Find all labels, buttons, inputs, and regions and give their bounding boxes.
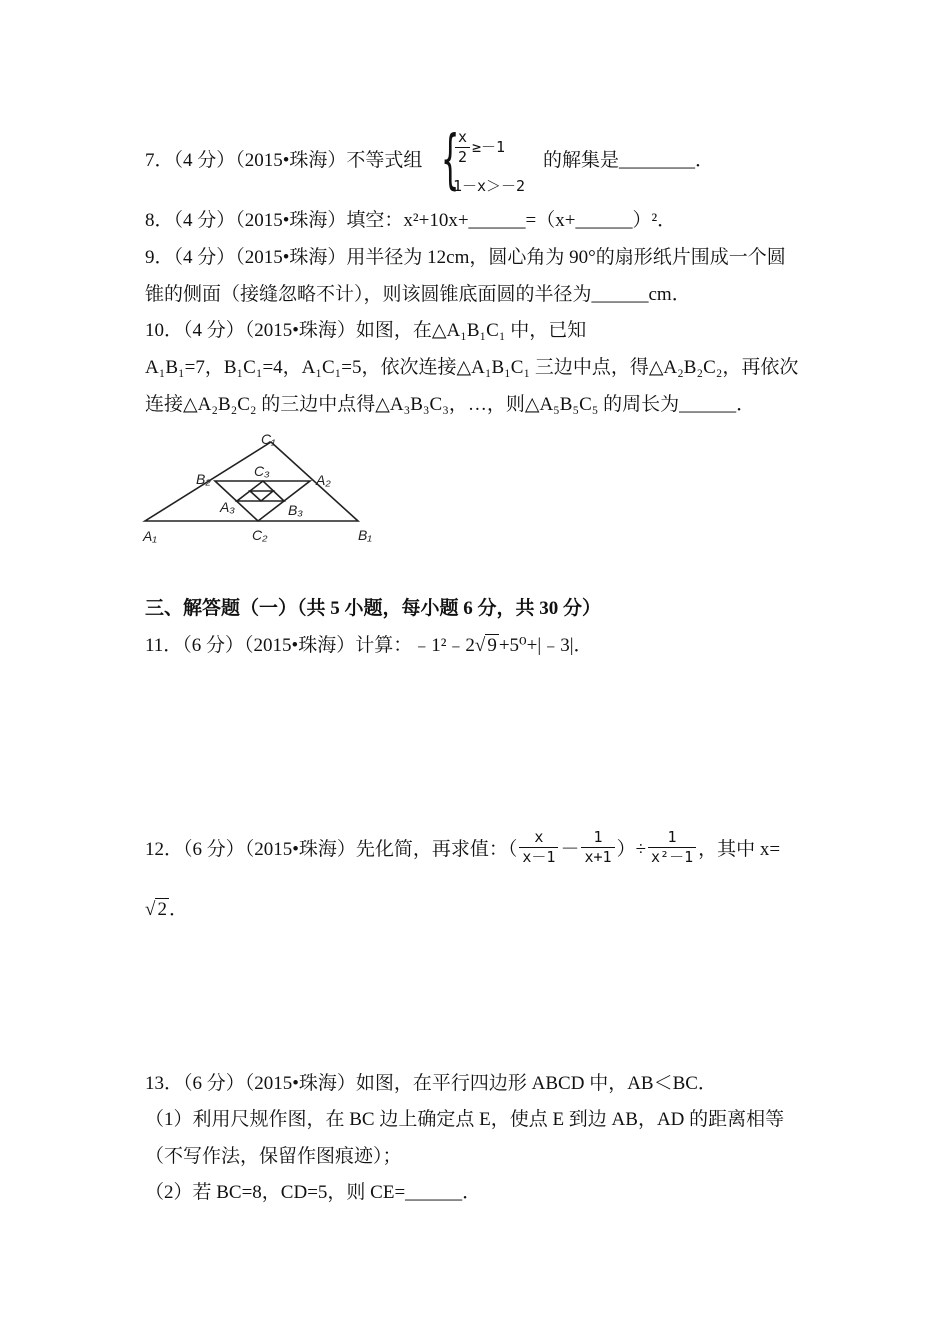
section-3-heading <box>145 597 601 621</box>
q11-sqrt: √ 9 <box>474 635 497 656</box>
q11-prefix: 11．（6 分）（2015•珠海）计算：﹣1²﹣2 <box>145 635 475 656</box>
q10-text-1: 10．（4 分）（2015•珠海）如图，在△A₁B₁C₁ 中，已知 <box>145 320 587 341</box>
q10-line-2 <box>145 356 798 380</box>
q7-inequality-2 <box>453 175 525 196</box>
q13-text-1: 13．（6 分）（2015•珠海）如图，在平行四边形 ABCD 中，AB＜BC． <box>145 1073 717 1094</box>
q7-suffix-line <box>543 149 714 173</box>
label-b1: B₁ <box>358 527 372 543</box>
q7-suffix: 的解集是________． <box>543 150 715 171</box>
q10-triangle-figure <box>140 432 380 547</box>
q9-text-1: 9．（4 分）（2015•珠海）用半径为 12cm，圆心角为 90°的扇形纸片围成一个圆 <box>145 247 786 268</box>
q13-line-2 <box>145 1108 784 1132</box>
label-b3: B₃ <box>288 502 303 518</box>
q10-text-3: 连接△A₂B₂C₂ 的三边中点得△A₃B₃C₃，…，则△A₅B₅C₅ 的周长为______． <box>145 394 756 415</box>
q10-line-1 <box>145 319 586 343</box>
q9-text-2: 锥的侧面（接缝忽略不计），则该圆锥底面圆的半径为______cm． <box>145 284 691 305</box>
q13-line-3 <box>145 1145 402 1169</box>
q7-inequality-1 <box>453 128 505 167</box>
label-a1: A₁ <box>143 528 157 544</box>
label-b2: B₂ <box>196 471 211 487</box>
q13-text-2: （1）利用尺规作图，在 BC 边上确定点 E，使点 E 到边 AB，AD 的距离相等 <box>145 1109 785 1130</box>
q12-line-2 <box>145 898 188 922</box>
q10-text-2: A₁B₁=7，B₁C₁=4，A₁C₁=5，依次连接△A₁B₁C₁ 三边中点，得△A₂B₂C₂，再依次 <box>145 357 799 378</box>
q12-prefix: 12．（6 分）（2015•珠海）先化简，再求值：（ <box>145 838 518 860</box>
q12-suffix: ，其中 x= <box>698 838 781 860</box>
q12-fraction-2 <box>581 828 614 867</box>
q7-ineq1-numerator: x <box>455 128 470 148</box>
q12-line <box>145 823 780 871</box>
q8-text: 8．（4 分）（2015•珠海）填空：x²+10x+______=（x+______）²． <box>145 210 677 231</box>
q7-ineq1-denominator: 2 <box>458 148 468 166</box>
q12-end: ． <box>168 899 188 920</box>
section-3-title: 三、解答题（一）（共 5 小题，每小题 6 分，共 30 分） <box>145 598 602 619</box>
q12-sqrt: √ 2 <box>145 899 167 920</box>
q13-line-4 <box>145 1181 481 1205</box>
q9-line-1 <box>145 246 786 270</box>
q7-ineq2: 1－x＞－2 <box>453 177 526 195</box>
q11-radicand: 9 <box>487 635 497 656</box>
q7-ineq1-rest: ≥－1 <box>472 138 506 156</box>
label-c3: C₃ <box>254 463 270 479</box>
triangle-a4b4c4 <box>250 491 273 501</box>
q12-f3-numerator: 1 <box>648 828 696 848</box>
q13-text-3: （不写作法，保留作图痕迹）； <box>145 1146 402 1167</box>
q12-f1-numerator: x <box>519 828 558 848</box>
label-c1: C₁ <box>261 432 276 447</box>
q7-line <box>145 149 422 173</box>
q12-minus: － <box>560 838 580 860</box>
q12-f3-denominator: x²－1 <box>651 847 694 866</box>
q9-line-2 <box>145 283 691 307</box>
q12-f2-numerator: 1 <box>581 828 614 848</box>
q13-line-1 <box>145 1072 717 1096</box>
q12-radicand: 2 <box>157 899 167 920</box>
label-a2: A₂ <box>316 472 331 488</box>
q10-line-3 <box>145 393 755 417</box>
q12-fraction-3 <box>648 828 696 867</box>
label-a3: A₃ <box>220 499 235 515</box>
q12-f1-denominator: x－1 <box>522 847 556 866</box>
q7-brace: { <box>441 123 460 197</box>
q12-f2-denominator: x+1 <box>584 847 612 866</box>
q11-suffix: +5⁰+|﹣3|． <box>498 635 593 656</box>
q11-line <box>145 634 593 658</box>
q13-text-4: （2）若 BC=8，CD=5，则 CE=______． <box>145 1182 482 1203</box>
q7-prefix: 7．（4 分）（2015•珠海）不等式组 <box>145 150 423 171</box>
q12-divide: ）÷ <box>616 838 647 860</box>
q12-fraction-1 <box>519 828 558 867</box>
label-c2: C₂ <box>252 527 268 543</box>
q8-line <box>145 209 676 233</box>
